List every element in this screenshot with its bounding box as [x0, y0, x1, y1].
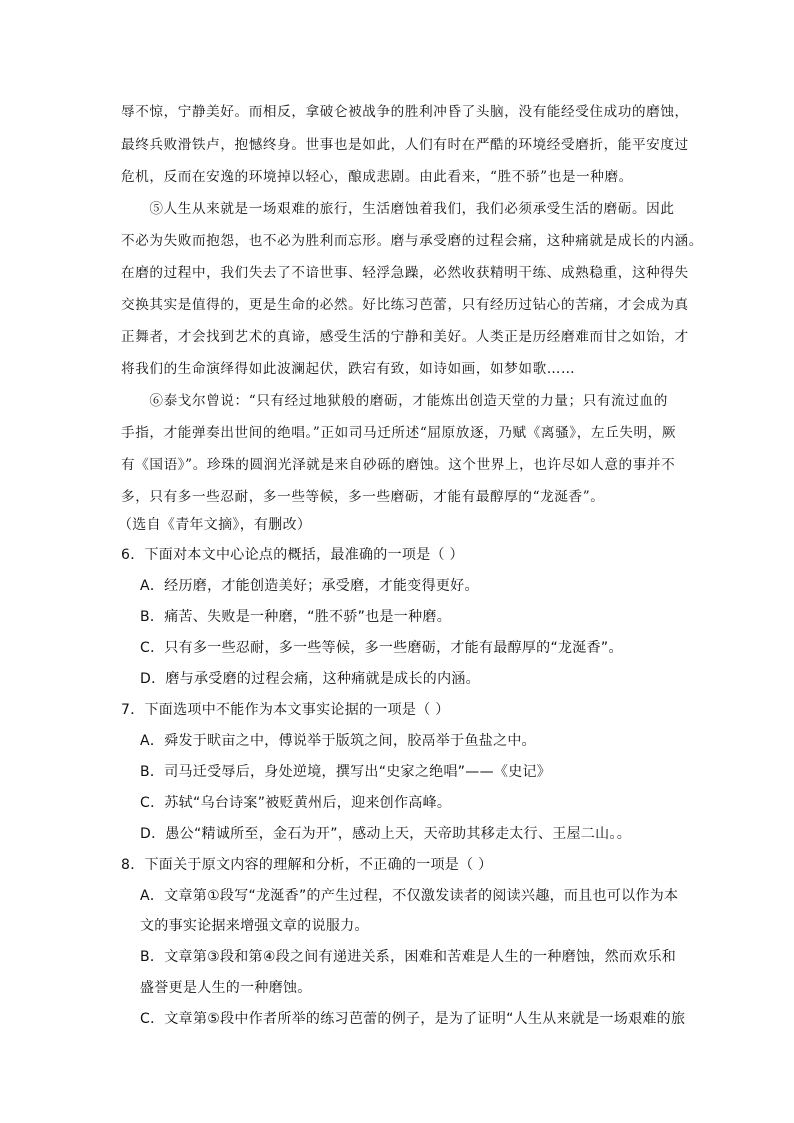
- paragraph-6-start: ⑥泰戈尔曾说：“只有经过地狱般的磨砺，才能炼出创造天堂的力量；只有流过血的: [121, 393, 668, 409]
- passage-line: 将我们的生命演绎得如此波澜起伏，跌宕有致，如诗如画，如梦如歌……: [121, 361, 576, 377]
- question-7-option-a: A．舜发于畎亩之中，傅说举于版筑之间，胶鬲举于鱼盐之中。: [140, 733, 536, 749]
- passage-line: 手指，才能弹奏出世间的绝唱。”正如司马迁所述“屈原放逐，乃赋《离骚》，左丘失明，厥: [121, 425, 677, 441]
- passage-line: 不必为失败而抱怨，也不必为胜利而忘形。磨与承受磨的过程会痛，这种痛就是成长的内涵。: [121, 233, 703, 249]
- passage-line: 有《国语》”。珍珠的圆润光泽就是来自砂砾的磨蚀。这个世界上，也许尽如人意的事并不: [121, 457, 676, 473]
- question-6-option-c: C．只有多一些忍耐，多一些等候，多一些磨砺，才能有最醇厚的“龙涎香”。: [140, 640, 623, 656]
- passage-line: 交换其实是值得的，更是生命的必然。好比练习芭蕾，只有经历过钻心的苦痛，才会成为真: [121, 297, 689, 313]
- question-6-option-d: D．磨与承受磨的过程会痛，这种痛就是成长的内涵。: [140, 671, 480, 687]
- question-7-option-d: D．愚公“精诚所至，金石为开”，感动上天，天帝助其移走太行、王屋二山。。: [140, 826, 632, 842]
- passage-line: 危机，反而在安逸的环境掉以轻心，酿成悲剧。由此看来，“胜不骄”也是一种磨。: [121, 169, 633, 185]
- question-7-option-b: B．司马迁受辱后，身处逆境，撰写出“史家之绝唱”——《史记》: [140, 764, 552, 780]
- question-6-option-b: B．痛苦、失败是一种磨，“胜不骄”也是一种磨。: [140, 609, 452, 625]
- question-8-option-a: A．文章第①段写“龙涎香”的产生过程，不仅激发读者的阅读兴趣，而且也可以作为本: [140, 888, 679, 904]
- passage-source: （选自《青年文摘》，有删改）: [118, 517, 312, 533]
- passage-line: 最终兵败滑铁卢，抱憾终身。世事也是如此，人们有时在严酷的环境经受磨折，能平安度过: [121, 137, 689, 153]
- passage-line: 多，只有多一些忍耐，多一些等候，多一些磨砺，才能有最醇厚的“龙涎香”。: [121, 489, 605, 505]
- question-7-option-c: C．苏轼“乌台诗案”被贬黄州后，迎来创作高峰。: [140, 795, 452, 811]
- question-8-option-b-cont: 盛誉更是人生的一种磨蚀。: [140, 980, 312, 996]
- question-6-stem: 6．下面对本文中心论点的概括，最准确的一项是（ ）: [121, 547, 464, 563]
- question-8-stem: 8．下面关于原文内容的理解和分析，不正确的一项是（ ）: [121, 857, 493, 873]
- passage-line: 正舞者，才会找到艺术的真谛，感受生活的宁静和美好。人类正是历经磨难而甘之如饴，才: [121, 329, 689, 345]
- question-6-option-a: A．经历磨，才能创造美好；承受磨，才能变得更好。: [140, 578, 479, 594]
- passage-line: 在磨的过程中，我们失去了不谙世事、轻浮急躁，必然收获精明干练、成熟稳重，这种得失: [121, 265, 689, 281]
- question-8-option-b: B．文章第③段和第④段之间有递进关系，困难和苦难是人生的一种磨蚀，然而欢乐和: [140, 949, 677, 965]
- passage-line: 辱不惊，宁静美好。而相反，拿破仑被战争的胜利冲昏了头脑，没有能经受住成功的磨蚀，: [121, 104, 689, 120]
- question-8-option-c: C．文章第⑤段中作者所举的练习芭蕾的例子，是为了证明“人生从来就是一场艰难的旅: [140, 1011, 686, 1027]
- question-8-option-a-cont: 文的事实论据来增强文章的说服力。: [140, 918, 369, 934]
- paragraph-5-start: ⑤人生从来就是一场艰难的旅行，生活磨蚀着我们，我们必须承受生活的磨砺。因此: [121, 201, 675, 217]
- question-7-stem: 7．下面选项中不能作为本文事实论据的一项是（ ）: [121, 702, 450, 718]
